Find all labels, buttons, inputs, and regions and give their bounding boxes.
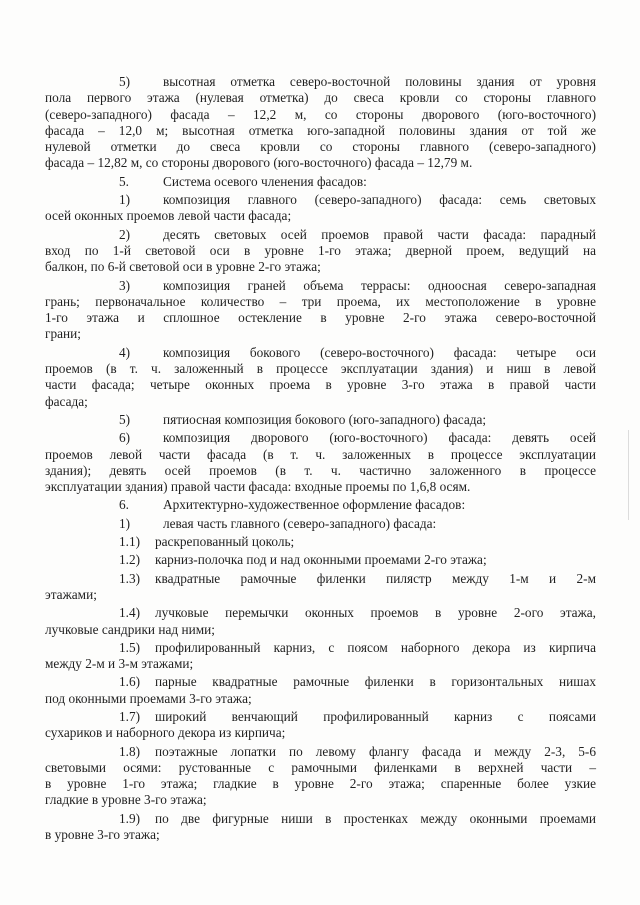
item-number: 5) (119, 411, 131, 427)
text-line: фасада – 12,0 м; высотная отметка юго-западной половины здания от той же (45, 122, 596, 138)
text-line: нулевой отметки до свеса кровли со стороны главного (северо-западного) (45, 139, 596, 155)
line-text: композиция дворового (юго-восточного) фасада: девять осей (163, 430, 596, 446)
item-number: 1.2) (119, 552, 141, 568)
text-line: части фасада; четыре оконных проема в уровне 3-го этажа в правой части (45, 377, 596, 393)
text-line (82, 674, 596, 690)
line-text: десять световых осей проемов правой части фасада: парадный (163, 226, 596, 242)
text-line: (северо-западного) фасада – 12,2 м, со стороны дворового (юго-восточного) (45, 106, 596, 122)
line-text: композиция бокового (северо-восточного) фасада: четыре оси (163, 344, 596, 360)
text-line: проемов (в т. ч. заложенный в процессе эксплуатации здания) и ниш в левой (45, 361, 596, 377)
paragraph (45, 344, 596, 410)
line-text: Архитектурно-художественное оформление фасадов: (163, 497, 466, 513)
paragraph (45, 674, 596, 707)
item-number: 4) (119, 344, 131, 360)
text-line: этажами; (45, 586, 97, 602)
text-line (82, 744, 596, 760)
text-line (82, 412, 596, 428)
paragraph (45, 639, 596, 673)
text-line: гладкие в уровне 3-го этажа; (45, 792, 207, 808)
line-text: композиция главного (северо-западного) фасада: семь световых (163, 192, 596, 208)
text-line: грани; (45, 326, 81, 342)
text-line: вход по 1-й световой оси в уровне 1-го этажа; дверной проем, ведущий на (45, 242, 596, 258)
line-text: Система осевого членения фасадов: (163, 173, 367, 189)
text-line: грань; первоначальное количество – три проема, их местоположение в уровне (45, 293, 596, 309)
text-line (82, 74, 596, 90)
text-line (82, 516, 596, 532)
paragraph (45, 708, 596, 742)
text-line (82, 497, 596, 513)
scan-mark (628, 430, 629, 520)
text-line (82, 552, 596, 568)
line-text: по две фигурные ниши в простенках между оконными проемами (155, 810, 596, 826)
item-number: 5. (119, 173, 129, 189)
paragraph (45, 192, 596, 225)
text-line: проемов левой части фасада (в т. ч. заложенных в процессе эксплуатации (45, 446, 596, 462)
item-number: 1) (119, 192, 131, 208)
text-line: между 2-м и 3-м этажами; (45, 656, 194, 672)
line-text: левая часть главного (северо-западного) фасада: (163, 515, 437, 531)
text-line: под оконными проемами 3-го этажа; (45, 690, 252, 706)
text-line (82, 534, 596, 550)
text-line (82, 430, 596, 446)
text-line (82, 811, 596, 827)
text-line: 1-го этажа и сплошное остекление в уровне 2-го этажа северо-восточной (45, 310, 596, 326)
text-line: балкон, по 6-й световой оси в уровне 2-го этажа; (45, 259, 321, 275)
item-number: 1) (119, 515, 131, 531)
line-text: квадратные рамочные филенки пилястр между 1-м и 2-м (155, 570, 596, 586)
item-number: 5) (119, 74, 131, 89)
paragraph (45, 74, 596, 172)
text-line: эксплуатации здания) правой части фасада: входные проемы по 1,6,8 осям. (45, 479, 471, 495)
line-text: широкий венчающий профилированный карниз с поясами (155, 708, 596, 724)
text-line: световыми осями: рустованные с рамочными филенками в верхней части – (45, 759, 596, 775)
text-line: фасада – 12,82 м, со стороны дворового (юго-восточного) фасада – 12,79 м. (45, 155, 473, 171)
item-number: 1.9) (119, 810, 141, 826)
line-text: раскрепованный цоколь; (155, 534, 295, 550)
text-line (82, 345, 596, 361)
item-number: 3) (119, 277, 131, 293)
text-line: осей оконных проемов левой части фасада; (45, 208, 292, 224)
item-number: 1.1) (119, 534, 141, 550)
paragraph (82, 552, 596, 568)
item-number: 1.4) (119, 605, 141, 621)
text-line: пола первого этажа (нулевая отметка) до свеса кровли со стороны главного (45, 90, 596, 106)
paragraph (45, 810, 596, 844)
item-number: 6. (119, 497, 129, 513)
paragraph (82, 174, 596, 190)
text-line: в уровне 3-го этажа; (45, 827, 160, 843)
paragraph (45, 605, 596, 638)
item-number: 1.8) (119, 743, 141, 759)
text-line (82, 174, 596, 190)
paragraph (82, 497, 596, 513)
text-line: лучковые сандрики над ними; (45, 621, 215, 637)
paragraph (45, 570, 596, 604)
paragraph (45, 277, 596, 343)
text-line (82, 605, 596, 621)
text-line (82, 571, 596, 587)
text-line: сухариков и наборного декора из кирпича; (45, 725, 286, 741)
line-text: пятиосная композиция бокового (юго-западного) фасада; (163, 411, 487, 427)
paragraph (45, 226, 596, 276)
item-number: 6) (119, 430, 131, 446)
paragraph (82, 534, 596, 550)
text-line (82, 192, 596, 208)
item-number: 1.7) (119, 708, 141, 724)
line-text: парные квадратные рамочные филенки в горизонтальных нишах (155, 674, 596, 690)
text-line: фасада; (45, 393, 88, 409)
paragraph (82, 516, 596, 532)
paragraph (45, 430, 596, 495)
text-line (82, 227, 596, 243)
item-number: 1.5) (119, 639, 141, 655)
line-text: поэтажные лопатки по левому флангу фасада и между 2-3, 5-6 (155, 743, 596, 759)
line-text: лучковые перемычки оконных проемов в уровне 2-ого этажа, (155, 605, 596, 621)
paragraph (82, 412, 596, 428)
item-number: 2) (119, 226, 131, 242)
text-line (82, 709, 596, 725)
line-text: карниз-полочка под и над оконными проемами 2-го этажа; (155, 552, 487, 568)
text-line (82, 640, 596, 656)
text-line (82, 278, 596, 294)
text-line: здания); девять осей проемов (в т. ч. частично заложенного в процессе (45, 462, 596, 478)
item-number: 1.3) (119, 570, 141, 586)
line-text: композиция граней объема террасы: одноосная северо-западная (163, 277, 596, 293)
line-text: профилированный карниз, с поясом наборного декора из кирпича (155, 639, 596, 655)
item-number: 1.6) (119, 674, 141, 690)
text-line: в уровне 1-го этажа; гладкие в уровне 2-го этажа; спаренные более узкие (45, 776, 596, 792)
line-text: высотная отметка северо-восточной половины здания от уровня (163, 74, 596, 89)
paragraph (45, 743, 596, 809)
